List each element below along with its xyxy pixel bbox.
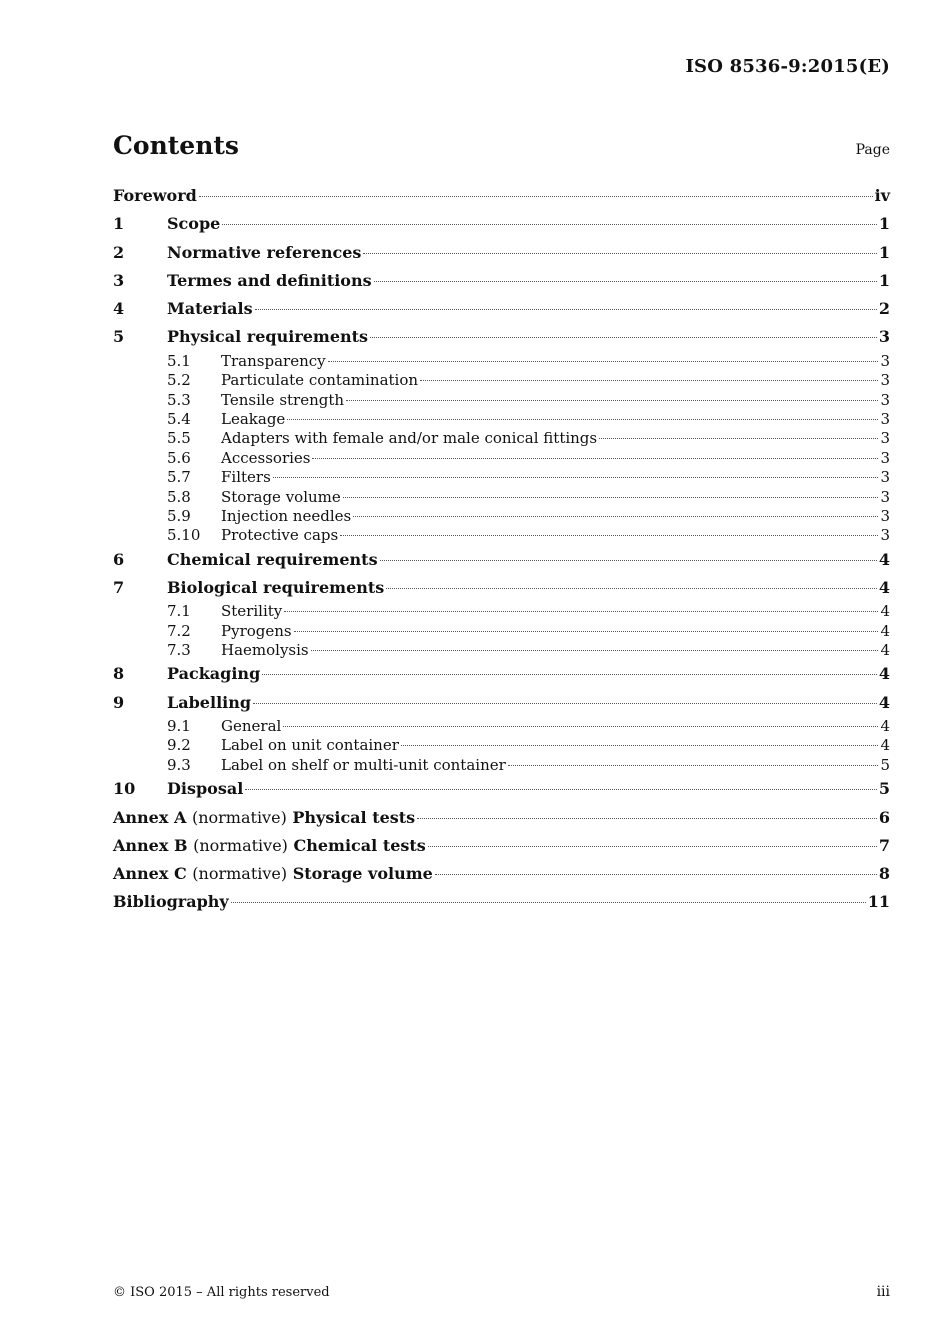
toc-entry-subclause[interactable] <box>113 641 890 660</box>
toc-entry-clause[interactable] <box>113 267 890 295</box>
toc-entry-number: 8 <box>113 664 125 684</box>
toc-entry-page: 3 <box>880 351 890 370</box>
dot-leader <box>386 588 877 589</box>
toc-entry-page: 3 <box>878 327 890 347</box>
toc-entry-page: 2 <box>878 299 890 319</box>
toc-entry-number: 6 <box>113 549 125 569</box>
toc-entry-page: 3 <box>880 371 890 390</box>
toc-entry-number: 5.4 <box>167 409 191 428</box>
toc-entry-page: 7 <box>878 835 890 855</box>
toc-entry-page: 3 <box>880 506 890 525</box>
toc-entry-number: 5.2 <box>167 371 191 390</box>
toc-entry-title: Normative references <box>167 242 362 262</box>
toc-entry-number: 4 <box>113 299 125 319</box>
toc-entry-title: Bibliography <box>113 892 229 912</box>
dot-leader <box>374 281 877 282</box>
toc-entry-number: 10 <box>113 779 136 799</box>
contents-heading: Contents <box>113 131 240 160</box>
toc-entry-page: 1 <box>878 214 890 234</box>
toc-entry-clause[interactable] <box>113 323 890 351</box>
toc-entry-clause[interactable] <box>113 775 890 803</box>
toc-entry-page: 1 <box>878 242 890 262</box>
toc-entry-title: Filters <box>221 468 271 487</box>
toc-entry-page: 5 <box>880 755 890 774</box>
toc-entry-title: Storage volume <box>221 487 341 506</box>
toc-entry-title: Protective caps <box>221 526 339 545</box>
dot-leader <box>328 361 879 362</box>
annex-label: Annex A <box>113 807 187 827</box>
toc-entry-title: Scope <box>167 214 221 234</box>
toc-entry-page: 3 <box>880 468 890 487</box>
toc-entry-title: Chemical requirements <box>167 549 378 569</box>
page-column-label: Page <box>855 142 890 158</box>
toc-entry-number: 3 <box>113 270 125 290</box>
toc-entry-title: Injection needles <box>221 506 352 525</box>
toc-entry-clause[interactable] <box>113 660 890 688</box>
dot-leader <box>253 703 877 704</box>
toc-entry-subclause[interactable] <box>113 602 890 621</box>
toc-entry-page: 1 <box>878 270 890 290</box>
toc-entry-number: 5.6 <box>167 448 191 467</box>
toc-entry-subclause[interactable] <box>113 429 890 448</box>
toc-entry-number: 9.3 <box>167 755 191 774</box>
toc-entry-number: 9.1 <box>167 717 191 736</box>
dot-leader <box>343 497 879 498</box>
toc-entry-number: 5.5 <box>167 429 191 448</box>
toc-entry-number: 5.10 <box>167 526 201 545</box>
toc-entry-number: 5.3 <box>167 390 191 409</box>
dot-leader <box>340 535 878 536</box>
annex-label: Annex C <box>113 864 187 884</box>
dot-leader <box>428 846 877 847</box>
dot-leader <box>370 337 877 338</box>
toc-entry-subclause[interactable] <box>113 391 890 410</box>
toc-entry-number: 1 <box>113 214 125 234</box>
dot-leader <box>346 400 878 401</box>
dot-leader <box>222 224 877 225</box>
toc-entry-page: 3 <box>880 409 890 428</box>
toc-entry-annex-a[interactable] <box>113 804 890 832</box>
toc-entry-page: 4 <box>878 577 890 597</box>
toc-entry-title: Haemolysis <box>221 641 309 660</box>
annex-type: (normative) <box>191 807 287 827</box>
toc-entry-clause[interactable] <box>113 689 890 717</box>
toc-entry-annex-b[interactable] <box>113 832 890 860</box>
toc-entry-subclause[interactable] <box>113 488 890 507</box>
toc-entry-subclause[interactable] <box>113 756 890 775</box>
dot-leader <box>262 674 877 675</box>
toc-entry-title: Adapters with female and/or male conical fittings <box>221 429 598 448</box>
toc-entry-page: 3 <box>880 390 890 409</box>
toc-entry-subclause[interactable] <box>113 507 890 526</box>
toc-entry-clause[interactable] <box>113 210 890 238</box>
toc-entry-number: 7 <box>113 577 125 597</box>
toc-entry-clause[interactable] <box>113 574 890 602</box>
dot-leader <box>284 611 878 612</box>
toc-entry-number: 7.3 <box>167 641 191 660</box>
toc-entry-number: 7.2 <box>167 621 191 640</box>
document-id: ISO 8536-9:2015(E) <box>685 56 890 77</box>
toc-entry-number: 5 <box>113 327 125 347</box>
toc-entry-subclause[interactable] <box>113 371 890 390</box>
toc-entry-title: Pyrogens <box>221 621 292 640</box>
toc-entry-title: Packaging <box>167 664 261 684</box>
toc-entry-number: 5.8 <box>167 487 191 506</box>
dot-leader <box>199 196 873 197</box>
toc-entry-clause[interactable] <box>113 295 890 323</box>
toc-entry-title: Label on shelf or multi-unit container <box>221 755 506 774</box>
toc-entry-title: Materials <box>167 299 253 319</box>
toc-entry-title: Leakage <box>221 409 286 428</box>
toc-entry-title: General <box>221 717 282 736</box>
toc-entry-subclause[interactable] <box>113 736 890 755</box>
toc-entry-page: 8 <box>878 864 890 884</box>
table-of-contents <box>113 182 890 917</box>
dot-leader <box>417 818 877 819</box>
toc-entry-page: 4 <box>880 621 890 640</box>
toc-entry-title: Physical requirements <box>167 327 369 347</box>
dot-leader <box>283 726 878 727</box>
toc-entry-page: 11 <box>867 892 890 912</box>
toc-entry-number: 9 <box>113 692 125 712</box>
toc-entry-subclause[interactable] <box>113 352 890 371</box>
dot-leader <box>273 477 879 478</box>
toc-entry-page: 3 <box>880 429 890 448</box>
dot-leader <box>353 516 878 517</box>
toc-entry-title: Biological requirements <box>167 577 385 597</box>
annex-type: (normative) <box>192 864 288 884</box>
toc-entry-page: 5 <box>878 779 890 799</box>
annex-type: (normative) <box>193 835 288 855</box>
toc-entry-page: 4 <box>878 664 890 684</box>
toc-entry-annex-c[interactable] <box>113 860 890 888</box>
toc-entry-page: 4 <box>878 692 890 712</box>
toc-entry-page: 3 <box>880 448 890 467</box>
toc-entry-number: 5.1 <box>167 351 191 370</box>
toc-entry-foreword[interactable] <box>113 182 890 210</box>
toc-entry-clause[interactable] <box>113 239 890 267</box>
toc-entry-page: 4 <box>880 641 890 660</box>
toc-entry-bibliography[interactable] <box>113 888 890 916</box>
toc-entry-subclause[interactable] <box>113 717 890 736</box>
toc-entry-subclause[interactable] <box>113 468 890 487</box>
dot-leader <box>401 745 879 746</box>
toc-entry-page: 3 <box>880 487 890 506</box>
dot-leader <box>435 874 877 875</box>
toc-entry-title: Transparency <box>221 351 326 370</box>
dot-leader <box>311 650 879 651</box>
toc-entry-title: Label on unit container <box>221 736 399 755</box>
dot-leader <box>255 309 877 310</box>
dot-leader <box>420 380 878 381</box>
footer-copyright: © ISO 2015 – All rights reserved <box>113 1285 330 1300</box>
toc-entry-page: 3 <box>880 526 890 545</box>
toc-entry-page: 4 <box>880 717 890 736</box>
dot-leader <box>380 560 877 561</box>
annex-title: Chemical tests <box>293 835 426 855</box>
toc-entry-number: 7.1 <box>167 602 191 621</box>
toc-entry-title: Particulate contamination <box>221 371 419 390</box>
dot-leader <box>599 438 878 439</box>
annex-title: Storage volume <box>292 864 433 884</box>
dot-leader <box>312 458 878 459</box>
toc-entry-subclause[interactable] <box>113 410 890 429</box>
toc-entry-page: iv <box>874 186 890 205</box>
toc-entry-number: 2 <box>113 242 125 262</box>
toc-entry-title: Tensile strength <box>221 390 345 409</box>
toc-entry-clause[interactable] <box>113 546 890 574</box>
toc-entry-title: Foreword <box>113 186 197 205</box>
dot-leader <box>245 789 877 790</box>
dot-leader <box>294 631 879 632</box>
toc-entry-subclause[interactable] <box>113 526 890 545</box>
footer-page-number: iii <box>876 1284 890 1300</box>
toc-entry-title: Sterility <box>221 602 283 621</box>
toc-entry-page: 4 <box>880 602 890 621</box>
dot-leader <box>508 765 879 766</box>
annex-title: Physical tests <box>292 807 416 827</box>
toc-entry-page: 4 <box>878 549 890 569</box>
toc-entry-title: Termes and definitions <box>167 270 372 290</box>
dot-leader <box>231 902 866 903</box>
dot-leader <box>363 253 876 254</box>
annex-label: Annex B <box>113 835 188 855</box>
toc-entry-title: Accessories <box>221 448 311 467</box>
toc-entry-subclause[interactable] <box>113 449 890 468</box>
toc-entry-title: Labelling <box>167 692 252 712</box>
toc-entry-title: Disposal <box>167 779 244 799</box>
toc-entry-number: 5.9 <box>167 506 191 525</box>
toc-entry-number: 9.2 <box>167 736 191 755</box>
dot-leader <box>287 419 878 420</box>
toc-entry-page: 6 <box>878 807 890 827</box>
toc-entry-subclause[interactable] <box>113 622 890 641</box>
toc-entry-page: 4 <box>880 736 890 755</box>
toc-entry-number: 5.7 <box>167 468 191 487</box>
